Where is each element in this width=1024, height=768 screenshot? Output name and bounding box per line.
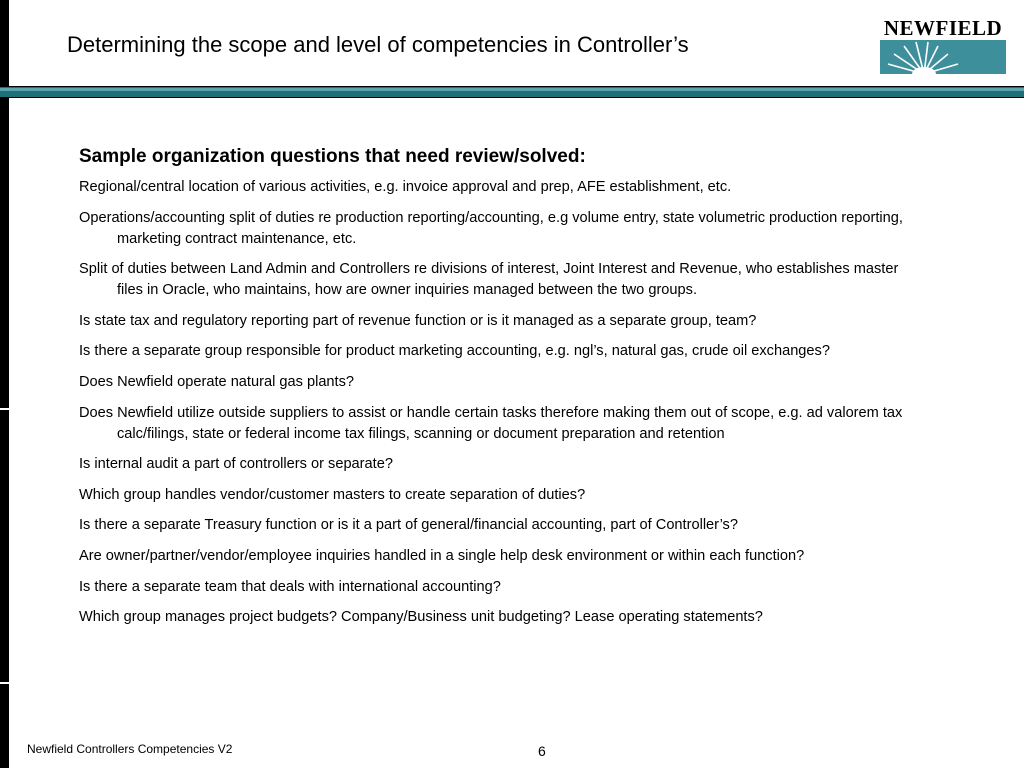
section-heading: Sample organization questions that need review/solved: [79, 146, 586, 167]
footer-caption: Newfield Controllers Competencies V2 [27, 742, 233, 756]
question-item: Which group handles vendor/customer masters to create separation of duties? [79, 486, 586, 503]
question-item: Regional/central location of various activities, e.g. invoice approval and prep, AFE establishment, etc. [79, 179, 732, 195]
question-item: Split of duties between Land Admin and Controllers re divisions of interest, Joint Interest and Revenue, who establishes master files in Oracle, who maintains, how are owner inquiries managed between the two groups. [79, 261, 899, 299]
left-edge-bar [0, 0, 9, 768]
question-item: Is there a separate team that deals with international accounting? [79, 578, 501, 595]
left-bar-gap [0, 682, 9, 684]
question-item: Is state tax and regulatory reporting part of revenue function or is it managed as a separate group, team? [79, 312, 757, 329]
question-item: Are owner/partner/vendor/employee inquiries handled in a single help desk environment or within each function? [79, 547, 805, 564]
question-item: Does Newfield utilize outside suppliers to assist or handle certain tasks therefore making them out of scope, e.g. ad valorem tax calc/filings, state or federal income tax filings, scanning or document preparation and retention [79, 404, 903, 442]
slide-title: Determining the scope and level of competencies in Controller’s [67, 32, 689, 57]
slide-body [79, 144, 909, 638]
question-item: Does Newfield operate natural gas plants? [79, 373, 355, 390]
logo-wordmark: NEWFIELD [883, 16, 1003, 40]
question-item: Operations/accounting split of duties re production reporting/accounting, e.g volume entry, state volumetric production reporting, marketing contract maintenance, etc. [79, 209, 903, 247]
sunburst-logo-icon [880, 40, 1006, 74]
question-item: Is there a separate group responsible for product marketing accounting, e.g. ngl’s, natural gas, crude oil exchanges? [79, 343, 830, 360]
question-item: Is internal audit a part of controllers or separate? [79, 456, 393, 473]
newfield-logo [878, 16, 1008, 74]
question-item: Is there a separate Treasury function or is it a part of general/financial accounting, part of Controller’s? [79, 517, 738, 534]
left-bar-gap [0, 408, 9, 410]
header-divider [0, 86, 1024, 98]
question-item: Which group manages project budgets? Company/Business unit budgeting? Lease operating statements? [79, 609, 763, 626]
question-list [79, 177, 909, 628]
divider-highlight [0, 88, 1024, 91]
page-number: 6 [538, 743, 546, 759]
